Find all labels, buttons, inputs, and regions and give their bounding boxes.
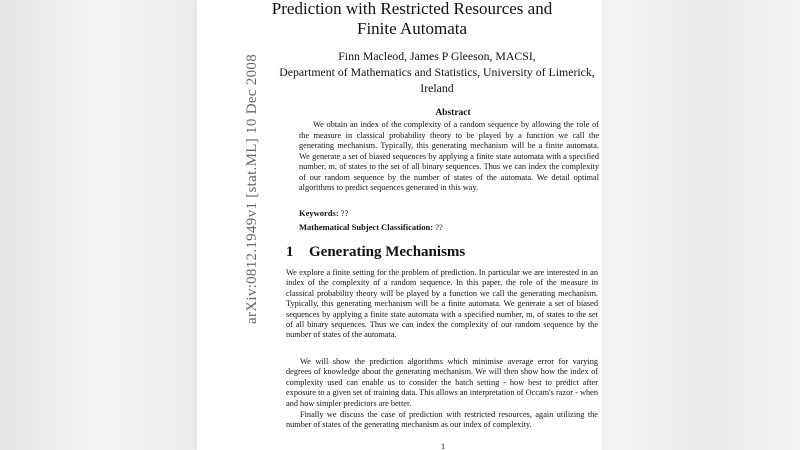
body-paragraph-3: Finally we discuss the case of prediction with restricted resources, again utilizing the number of states of the generating mechanism as our index of complexity. [286, 410, 598, 430]
abstract-text: We obtain an index of the complexity of a random sequence by allowing the role of the measure in classical probability theory to be played by a function we call the generating mechanism. Typically, this generating mechanism will be a finite automata. We generate a set of biased sequences by applying a finite state automata with a specified number, m, of states to the set of all binary sequences. Thus we can index the complexity of our random sequence by the number of states of the automata. We detail optimal algorithms to predict sequences generated in this way. [299, 120, 599, 192]
keywords-value: ?? [340, 208, 349, 218]
keywords-line [299, 208, 599, 219]
abstract-heading: Abstract [435, 108, 471, 118]
keywords-label: Keywords: [299, 208, 339, 218]
page-number: 1 [440, 441, 446, 450]
body-paragraph-2: We will show the prediction algorithms which minimise average error for varying degrees of knowledge about the generating mechanism. We will then show how the index of complexity used can enable us to consider the batch setting - how best to predict after exposure to a given set of training data. This allows an interpretation of Occam's razor - when and how simpler predictors are better. [286, 357, 598, 408]
author-names: Finn Macleod, James P Gleeson, MACSI, [338, 49, 536, 63]
section-title: Generating Mechanisms [309, 244, 466, 260]
subject-classification-line [299, 222, 599, 233]
subject-classification-label: Mathematical Subject Classification: [299, 222, 434, 232]
arxiv-identifier: arXiv:0812.1949v1 [stat.ML] 10 Dec 2008 [244, 54, 260, 324]
author-block [267, 48, 602, 96]
section-number: 1 [286, 244, 294, 260]
affiliation: Department of Mathematics and Statistics, University of Limerick, Ireland [279, 65, 595, 95]
paper-page [197, 0, 602, 450]
subject-classification-value: ?? [435, 222, 443, 232]
paper-title: Prediction with Restricted Resources and Finite Automata [271, 0, 553, 38]
body-paragraph-1: We explore a finite setting for the problem of prediction. In particular we are interested in an index of the complexity of a random sequence. In this paper, the role of the measure in classical probability theory will be played by a function we call the generating mechanism. Typically, this generating mechanism will be a finite automata. We generate a set of biased sequences by applying a finite state automata with a specified number, m, of states to the set of all binary sequences. Thus we can index the complexity of our random sequence by the number of states of the automata. [286, 268, 598, 340]
